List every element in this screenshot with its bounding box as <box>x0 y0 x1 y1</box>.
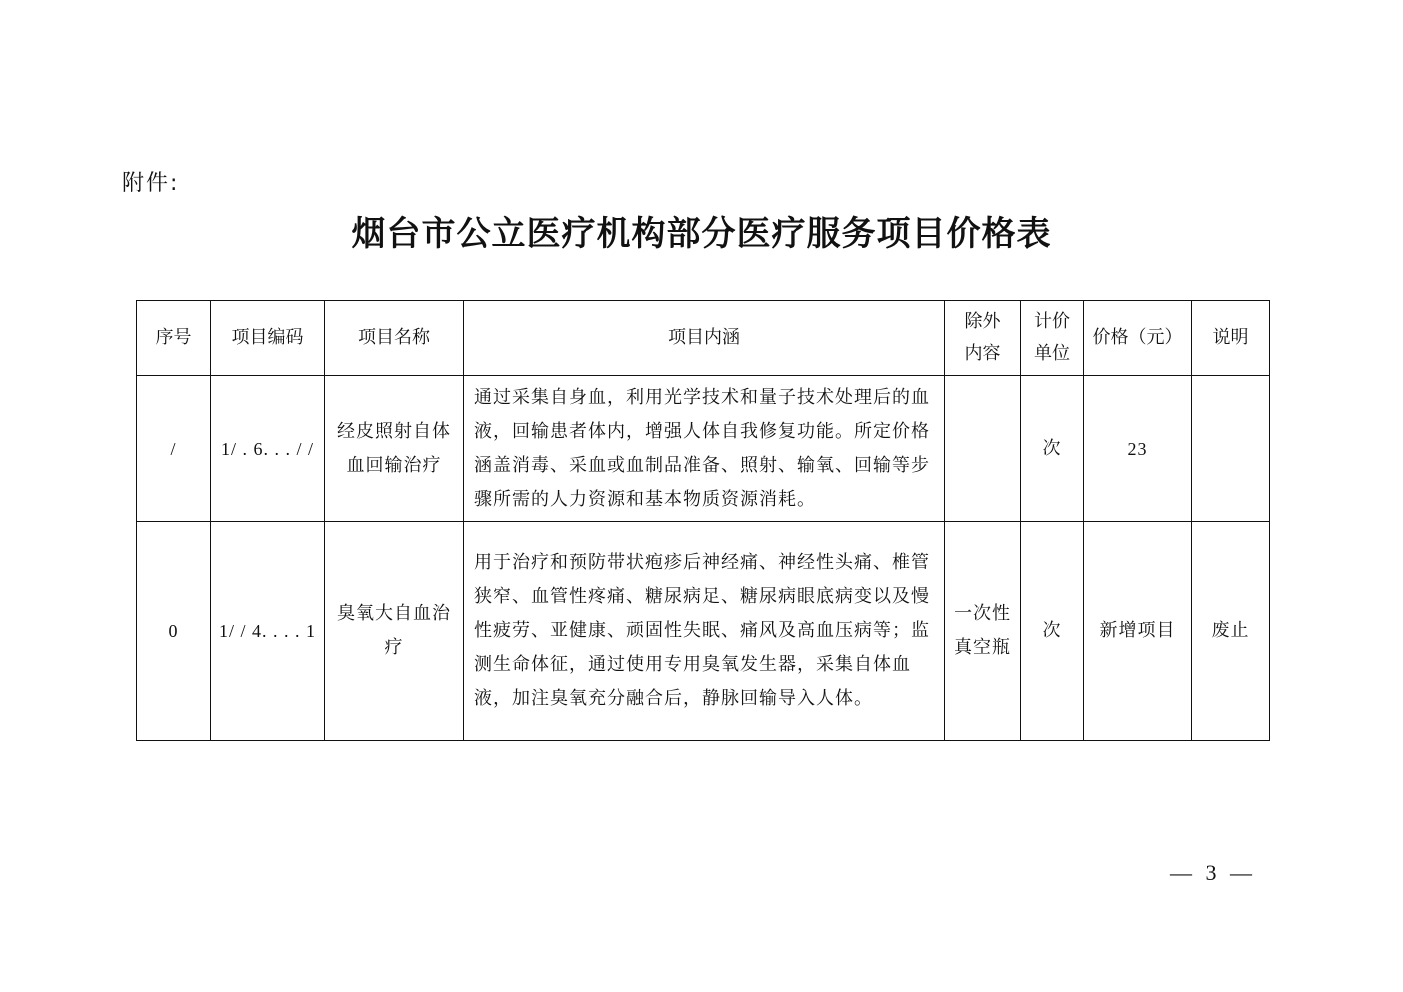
cell-content: 通过采集自身血，利用光学技术和量子技术处理后的血液，回输患者体内，增强人体自我修复功能。所定价格涵盖消毒、采血或血制品准备、照射、输氧、回输等步骤所需的人力资源和基本物质资源消耗。 <box>464 376 945 522</box>
header-price: 价格（元） <box>1084 301 1192 376</box>
table-header-row <box>137 301 1270 376</box>
cell-seq: / <box>137 376 211 522</box>
header-seq: 序号 <box>137 301 211 376</box>
header-unit-line1: 计价 <box>1034 311 1070 332</box>
cell-note: 废止 <box>1192 522 1270 741</box>
cell-seq: 0 <box>137 522 211 741</box>
attachment-label: 附件: <box>122 171 180 196</box>
cell-name: 经皮照射自体血回输治疗 <box>325 376 464 522</box>
header-content: 项目内涵 <box>464 301 945 376</box>
cell-note <box>1192 376 1270 522</box>
cell-price: 23 <box>1084 376 1192 522</box>
cell-excluded: 一次性真空瓶 <box>945 522 1021 741</box>
table-row <box>137 376 1270 522</box>
header-code: 项目编码 <box>211 301 325 376</box>
cell-unit: 次 <box>1021 522 1084 741</box>
header-excluded-line2: 内容 <box>964 343 1001 364</box>
cell-name: 臭氧大自血治疗 <box>325 522 464 741</box>
header-excluded-line1: 除外 <box>964 311 1001 332</box>
cell-excluded <box>945 376 1021 522</box>
header-excluded <box>945 301 1021 376</box>
cell-code: 1/ / 4. . . . 1 <box>211 522 325 741</box>
header-unit <box>1021 301 1084 376</box>
table-row <box>137 522 1270 741</box>
header-unit-line2: 单位 <box>1034 343 1070 364</box>
page-number: — 3 — <box>1170 860 1256 885</box>
page-title: 烟台市公立医疗机构部分医疗服务项目价格表 <box>351 214 1052 254</box>
cell-content: 用于治疗和预防带状疱疹后神经痛、神经性头痛、椎管狭窄、血管性疼痛、糖尿病足、糖尿病眼底病变以及慢性疲劳、亚健康、顽固性失眠、痛风及高血压病等；监测生命体征，通过使用专用臭氧发生器，采集自体血液，加注臭氧充分融合后，静脉回输导入人体。 <box>464 522 945 741</box>
header-name: 项目名称 <box>325 301 464 376</box>
price-table <box>136 300 1270 741</box>
cell-price: 新增项目 <box>1084 522 1192 741</box>
cell-code: 1/ . 6. . . / / <box>211 376 325 522</box>
header-note: 说明 <box>1192 301 1270 376</box>
cell-unit: 次 <box>1021 376 1084 522</box>
